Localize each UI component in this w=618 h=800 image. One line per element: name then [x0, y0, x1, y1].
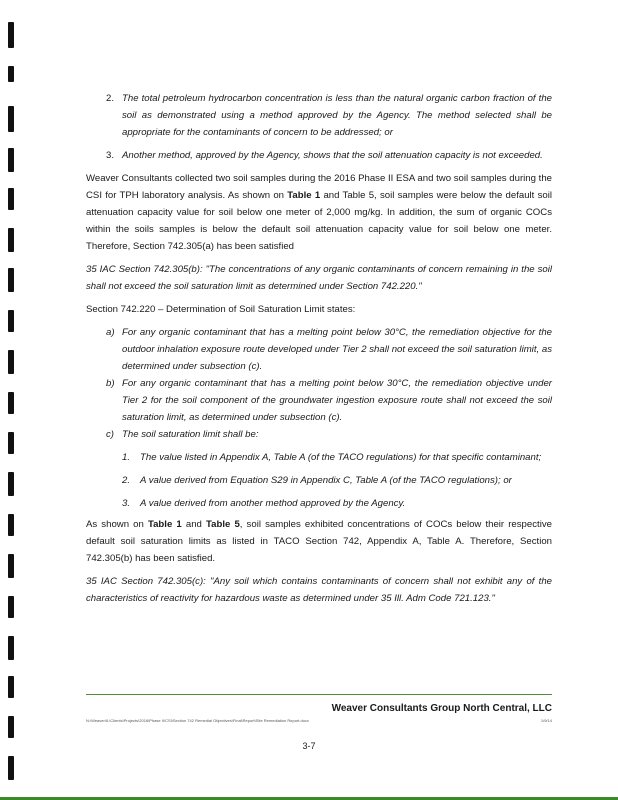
numbered-list [86, 90, 552, 164]
list-item [106, 426, 552, 443]
footer-company: Weaver Consultants Group North Central, LLC [331, 703, 552, 714]
list-letter: a) [106, 327, 115, 338]
binding-mark [8, 188, 14, 210]
binding-mark [8, 756, 14, 780]
page-body [86, 90, 552, 607]
list-number: 1. [122, 452, 131, 463]
paragraph-text: Weaver Consultants collected two soil samples during the 2016 Phase II ESA and two soil samples during the CSI for TPH laboratory analysis. As shown on [86, 173, 552, 201]
list-text: For any organic contaminant that has a melting point below 30°C, the remediation objective for the outdoor inhalation exposure route developed under Tier 2 shall not exceed the soil saturation limit, as determined under subsection (c). [122, 327, 552, 372]
table-reference: Table 1 [147, 519, 182, 530]
list-item [122, 449, 552, 466]
section-heading: Section 742.220 – Determination of Soil Saturation Limit states: [86, 304, 356, 315]
binding-mark [8, 554, 14, 578]
table-reference: Table 1 [287, 190, 321, 201]
binding-mark [8, 148, 14, 172]
binding-mark [8, 636, 14, 660]
binding-mark [8, 716, 14, 738]
binding-mark [8, 350, 14, 374]
paragraph [86, 516, 552, 567]
binding-mark [8, 392, 14, 414]
regulation-quote: 35 IAC Section 742.305(c): "Any soil which contains contaminants of concern shall not exhibit any of the characteristics of reactivity for hazardous waste as determined under 35 Ill. Adm Code 721.123." [86, 576, 552, 604]
paragraph-text: As shown on [86, 519, 148, 530]
list-number: 2. [106, 93, 115, 104]
list-item [106, 147, 552, 164]
binding-mark [8, 596, 14, 618]
sub-list [86, 449, 552, 512]
list-letter: c) [106, 429, 114, 440]
regulation-quote: 35 IAC Section 742.305(b): "The concentrations of any organic contaminants of concern remaining in the soil shall not exceed the soil saturation limit as determined under Section 742.220." [86, 264, 552, 292]
binding-mark [8, 106, 14, 132]
list-letter: b) [106, 378, 115, 389]
list-text: Another method, approved by the Agency, shows that the soil attenuation capacity is not exceeded. [122, 150, 543, 161]
binding-mark [8, 66, 14, 82]
list-text: For any organic contaminant that has a melting point below 30°C, the remediation objective under Tier 2 for the soil component of the groundwater ingestion exposure route shall not exceed the soil saturation limit, as determined under subsection (c). [122, 378, 552, 423]
binding-mark [8, 514, 14, 536]
binding-mark [8, 432, 14, 454]
list-item [122, 472, 552, 489]
list-item [106, 375, 552, 426]
list-item [122, 495, 552, 512]
footer-date: 1/9/14 [540, 718, 552, 723]
list-text: A value derived from Equation S29 in Appendix C, Table A (of the TACO regulations); or [140, 475, 512, 486]
list-number: 2. [122, 475, 131, 486]
binding-mark [8, 676, 14, 698]
paragraph [86, 170, 552, 255]
list-text: The value listed in Appendix A, Table A (of the TACO regulations) for that specific contaminant; [140, 452, 542, 463]
binding-mark [8, 228, 14, 252]
list-text: The total petroleum hydrocarbon concentration is less than the natural organic carbon fraction of the soil as demonstrated using a method approved by the Agency. The method selected shall be appropriate for the contaminants of concern to be addressed; or [122, 93, 552, 138]
binding-mark [8, 268, 14, 292]
binding-mark [8, 310, 14, 332]
lettered-list [86, 324, 552, 443]
page-number: 3-7 [302, 741, 316, 751]
footer-rule [86, 694, 552, 695]
binding-mark [8, 22, 14, 48]
paragraph-text: and Table 5, soil samples were below the default soil attenuation capacity value for soil below one meter of 2,000 mg/kg. In addition, the sum of organic COCs within the soils samples is below the default soil attenuation capacity value for soil below one meter. Therefore, Section 742.305(a) has been satisfied [86, 190, 552, 252]
list-number: 3. [106, 150, 115, 161]
list-item [106, 324, 552, 375]
binding-mark [8, 472, 14, 496]
table-reference: Table 5 [205, 519, 240, 530]
paragraph-text: , soil samples exhibited concentrations of COCs below their respective default soil saturation limits as listed in TACO Section 742, Appendix A, Table A. Therefore, Section 742.305(b) has been satisfied. [86, 519, 552, 564]
list-text: A value derived from another method approved by the Agency. [140, 498, 406, 509]
paragraph-text: and [181, 519, 206, 530]
list-text: The soil saturation limit shall be: [122, 429, 259, 440]
list-number: 3. [122, 498, 131, 509]
list-item [106, 90, 552, 141]
footer-file-path: N:\Weaver\IL\Clients\Projects\2016\Phase II\CSI\Section 742 Remedial Objectives\Final\Report\Site Remediation Report.docx [86, 718, 309, 723]
